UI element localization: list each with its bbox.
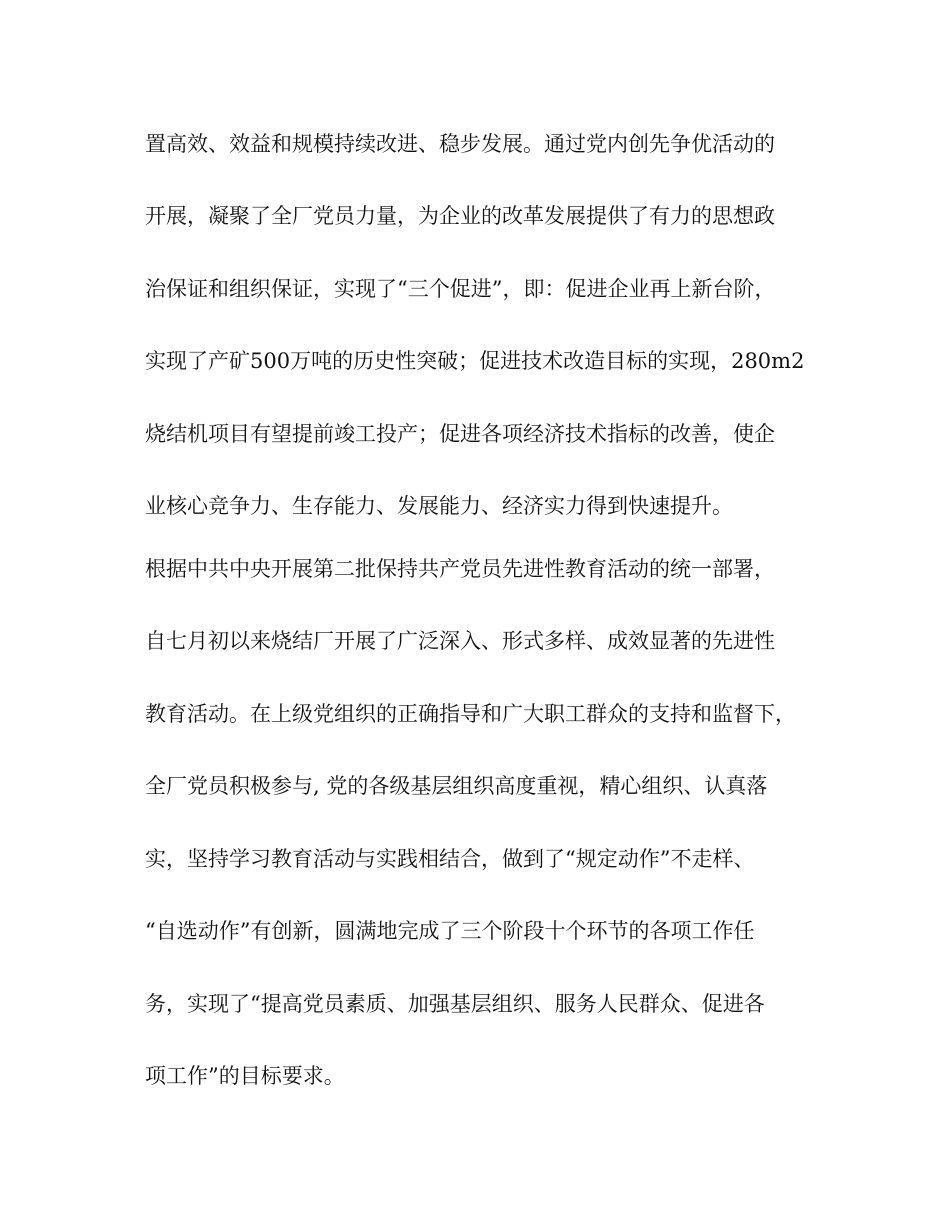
paragraph-line: 置高效、效益和规模持续改进、稳步发展。通过党内创先争优活动的 [145,132,775,156]
paragraph-line: 自七月初以来烧结厂开展了广泛深入、形式多样、成效显著的先进性 [145,629,775,653]
paragraph-line: 烧结机项目有望提前竣工投产；促进各项经济技术指标的改善，使企 [145,422,775,446]
paragraph-line: 根据中共中央开展第二批保持共产党员先进性教育活动的统一部署， [145,557,775,581]
paragraph-line: “自选动作”有创新，圆满地完成了三个阶段十个环节的各项工作任 [145,919,755,943]
paragraph-line: 教育活动。在上级党组织的正确指导和广大职工群众的支持和监督下， [145,702,796,726]
paragraph-line: 治保证和组织保证，实现了“三个促进”，即：促进企业再上新台阶， [145,277,776,301]
paragraph-line: 实现了产矿500万吨的历史性突破；促进技术改造目标的实现，280m2 [145,349,805,373]
paragraph-line: 业核心竞争力、生存能力、发展能力、经济实力得到快速提升。 [145,494,733,518]
paragraph-line: 全厂党员积极参与, 党的各级基层组织高度重视，精心组织、认真落 [145,774,768,798]
paragraph-line: 项工作”的目标要求。 [145,1064,345,1088]
paragraph-line: 务，实现了“提高党员素质、加强基层组织、服务人民群众、促进各 [145,992,765,1016]
paragraph-line: 实，坚持学习教育活动与实践相结合，做到了“规定动作”不走样、 [145,847,755,871]
paragraph-line: 开展，凝聚了全厂党员力量，为企业的改革发展提供了有力的思想政 [145,204,775,228]
